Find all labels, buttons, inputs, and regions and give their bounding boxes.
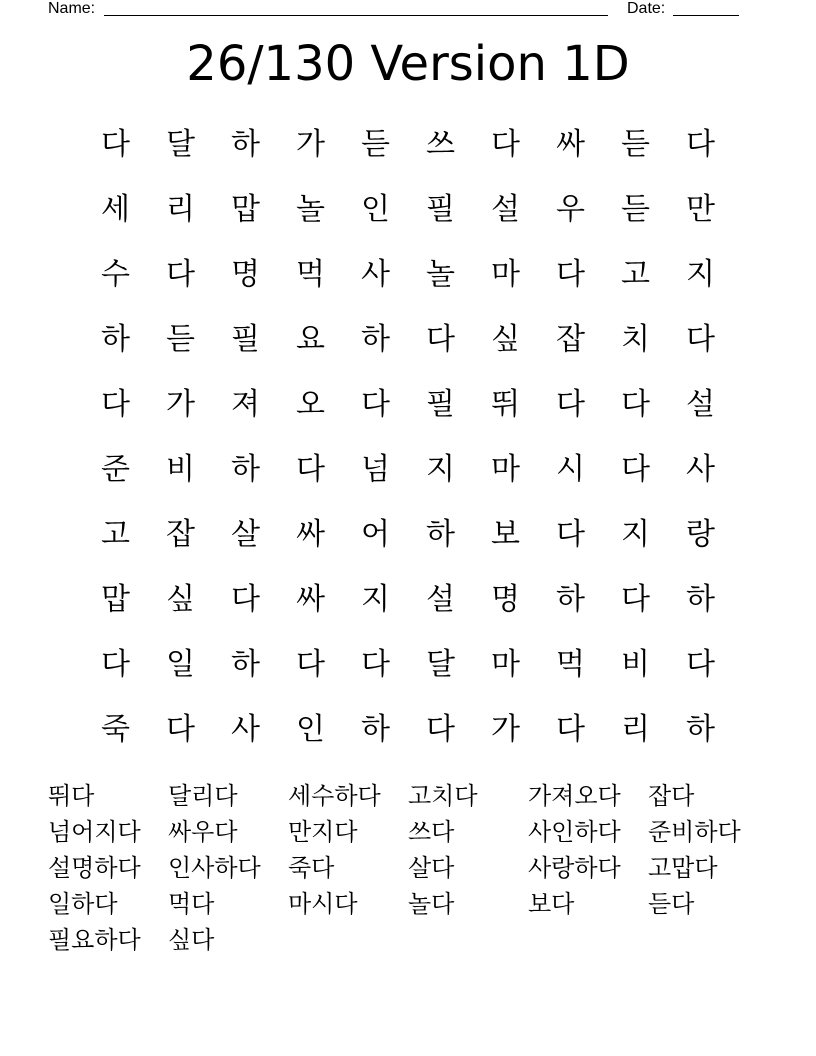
grid-letter[interactable]: 뛰: [491, 386, 520, 422]
word-bank-item: 뛰다: [48, 782, 95, 810]
grid-letter[interactable]: 인: [361, 191, 390, 227]
word-bank-item: 사랑하다: [528, 854, 621, 882]
grid-letter[interactable]: 넘: [361, 451, 390, 487]
word-bank-item: 보다: [528, 890, 575, 918]
word-bank-item: 놀다: [408, 890, 455, 918]
word-bank-item: 사인하다: [528, 818, 621, 846]
grid-letter[interactable]: 랑: [686, 516, 715, 552]
grid-letter[interactable]: 다: [231, 581, 260, 617]
grid-letter[interactable]: 하: [361, 711, 390, 747]
grid-letter[interactable]: 하: [686, 711, 715, 747]
grid-letter[interactable]: 싶: [166, 581, 195, 617]
word-bank-item: 죽다: [288, 854, 335, 882]
grid-letter[interactable]: 다: [621, 451, 650, 487]
grid-letter[interactable]: 맙: [231, 191, 260, 227]
grid-letter[interactable]: 가: [166, 386, 195, 422]
grid-letter[interactable]: 하: [556, 581, 585, 617]
grid-letter[interactable]: 다: [491, 126, 520, 162]
grid-letter[interactable]: 설: [686, 386, 715, 422]
grid-letter[interactable]: 싸: [296, 581, 325, 617]
grid-letter[interactable]: 하: [231, 126, 260, 162]
grid-letter[interactable]: 듣: [621, 191, 650, 227]
grid-letter[interactable]: 놀: [296, 191, 325, 227]
grid-letter[interactable]: 놀: [426, 256, 455, 292]
grid-letter[interactable]: 다: [426, 321, 455, 357]
grid-letter[interactable]: 다: [556, 256, 585, 292]
grid-letter[interactable]: 싸: [296, 516, 325, 552]
grid-letter[interactable]: 살: [231, 516, 260, 552]
name-blank-line[interactable]: [104, 15, 608, 16]
grid-letter[interactable]: 다: [686, 321, 715, 357]
name-label: Name:: [48, 0, 96, 17]
grid-letter[interactable]: 인: [296, 711, 325, 747]
grid-letter[interactable]: 다: [296, 451, 325, 487]
grid-letter[interactable]: 다: [686, 646, 715, 682]
grid-letter[interactable]: 달: [166, 126, 195, 162]
date-blank-line[interactable]: [673, 15, 739, 16]
grid-row: [83, 697, 733, 762]
grid-letter[interactable]: 듣: [166, 321, 195, 357]
word-bank-item: 일하다: [48, 890, 118, 918]
grid-row: [83, 502, 733, 567]
word-bank-item: 고맙다: [648, 854, 718, 882]
grid-letter[interactable]: 맙: [101, 581, 130, 617]
word-bank: [48, 778, 768, 958]
grid-row: [83, 372, 733, 437]
page-title: 26/130 Version 1D: [186, 36, 630, 92]
grid-letter[interactable]: 필: [426, 386, 455, 422]
grid-letter[interactable]: 사: [686, 451, 715, 487]
grid-letter[interactable]: 죽: [101, 711, 130, 747]
grid-letter[interactable]: 다: [166, 256, 195, 292]
grid-letter[interactable]: 가: [491, 711, 520, 747]
grid-letter[interactable]: 달: [426, 646, 455, 682]
grid-letter[interactable]: 사: [231, 711, 260, 747]
date-label: Date:: [627, 0, 666, 17]
grid-letter[interactable]: 다: [556, 516, 585, 552]
grid-letter[interactable]: 가: [296, 126, 325, 162]
grid-letter[interactable]: 싸: [556, 126, 585, 162]
grid-letter[interactable]: 요: [296, 321, 325, 357]
grid-letter[interactable]: 져: [231, 386, 260, 422]
grid-letter[interactable]: 먹: [296, 256, 325, 292]
grid-letter[interactable]: 비: [621, 646, 650, 682]
grid-letter[interactable]: 일: [166, 646, 195, 682]
word-bank-item: 살다: [408, 854, 455, 882]
grid-letter[interactable]: 다: [361, 646, 390, 682]
grid-row: [83, 632, 733, 697]
word-search-grid: [83, 112, 733, 762]
grid-letter[interactable]: 수: [101, 256, 130, 292]
grid-letter[interactable]: 마: [491, 646, 520, 682]
word-bank-item: 넘어지다: [48, 818, 141, 846]
word-bank-item: 준비하다: [648, 818, 741, 846]
grid-row: [83, 112, 733, 177]
grid-letter[interactable]: 비: [166, 451, 195, 487]
grid-letter[interactable]: 다: [101, 126, 130, 162]
grid-row: [83, 307, 733, 372]
worksheet-header: [0, 0, 816, 20]
grid-letter[interactable]: 필: [231, 321, 260, 357]
grid-letter[interactable]: 리: [166, 191, 195, 227]
grid-letter[interactable]: 만: [686, 191, 715, 227]
grid-letter[interactable]: 어: [361, 516, 390, 552]
grid-letter[interactable]: 오: [296, 386, 325, 422]
grid-letter[interactable]: 다: [361, 386, 390, 422]
grid-letter[interactable]: 지: [621, 516, 650, 552]
grid-letter[interactable]: 다: [101, 646, 130, 682]
grid-row: [83, 177, 733, 242]
grid-row: [83, 437, 733, 502]
word-bank-item: 잡다: [648, 782, 695, 810]
grid-letter[interactable]: 듣: [361, 126, 390, 162]
grid-letter[interactable]: 준: [101, 451, 130, 487]
grid-letter[interactable]: 고: [621, 256, 650, 292]
grid-letter[interactable]: 시: [556, 451, 585, 487]
grid-letter[interactable]: 다: [686, 126, 715, 162]
word-bank-item: 세수하다: [288, 782, 381, 810]
grid-letter[interactable]: 듣: [621, 126, 650, 162]
grid-letter[interactable]: 마: [491, 451, 520, 487]
grid-letter[interactable]: 치: [621, 321, 650, 357]
word-bank-item: 마시다: [288, 890, 358, 918]
grid-letter[interactable]: 고: [101, 516, 130, 552]
grid-letter[interactable]: 다: [621, 386, 650, 422]
grid-letter[interactable]: 하: [361, 321, 390, 357]
grid-letter[interactable]: 하: [231, 451, 260, 487]
grid-letter[interactable]: 다: [166, 711, 195, 747]
grid-row: [83, 242, 733, 307]
grid-letter[interactable]: 다: [621, 581, 650, 617]
grid-letter[interactable]: 사: [361, 256, 390, 292]
grid-letter[interactable]: 먹: [556, 646, 585, 682]
word-bank-item: 만지다: [288, 818, 358, 846]
grid-letter[interactable]: 잡: [166, 516, 195, 552]
word-bank-item: 듣다: [648, 890, 695, 918]
grid-letter[interactable]: 보: [491, 516, 520, 552]
word-bank-item: 싸우다: [168, 818, 238, 846]
grid-letter[interactable]: 필: [426, 191, 455, 227]
grid-letter[interactable]: 마: [491, 256, 520, 292]
grid-letter[interactable]: 우: [556, 191, 585, 227]
word-bank-item: 설명하다: [48, 854, 141, 882]
grid-letter[interactable]: 하: [231, 646, 260, 682]
grid-letter[interactable]: 세: [101, 191, 130, 227]
grid-letter[interactable]: 하: [686, 581, 715, 617]
grid-letter[interactable]: 지: [361, 581, 390, 617]
word-bank-item: 인사하다: [168, 854, 261, 882]
grid-letter[interactable]: 다: [556, 711, 585, 747]
grid-letter[interactable]: 쓰: [426, 126, 455, 162]
grid-letter[interactable]: 지: [426, 451, 455, 487]
grid-letter[interactable]: 다: [556, 386, 585, 422]
grid-letter[interactable]: 잡: [556, 321, 585, 357]
grid-letter[interactable]: 하: [101, 321, 130, 357]
word-bank-item: 고치다: [408, 782, 478, 810]
grid-letter[interactable]: 명: [231, 256, 260, 292]
word-bank-item: 싶다: [168, 926, 215, 954]
grid-letter[interactable]: 설: [426, 581, 455, 617]
word-bank-item: 먹다: [168, 890, 215, 918]
grid-letter[interactable]: 리: [621, 711, 650, 747]
grid-row: [83, 567, 733, 632]
word-bank-item: 가져오다: [528, 782, 621, 810]
grid-letter[interactable]: 하: [426, 516, 455, 552]
grid-letter[interactable]: 명: [491, 581, 520, 617]
grid-letter[interactable]: 설: [491, 191, 520, 227]
grid-letter[interactable]: 다: [426, 711, 455, 747]
word-bank-item: 쓰다: [408, 818, 455, 846]
grid-letter[interactable]: 다: [296, 646, 325, 682]
word-bank-item: 필요하다: [48, 926, 141, 954]
grid-letter[interactable]: 지: [686, 256, 715, 292]
grid-letter[interactable]: 싶: [491, 321, 520, 357]
grid-letter[interactable]: 다: [101, 386, 130, 422]
word-bank-item: 달리다: [168, 782, 238, 810]
